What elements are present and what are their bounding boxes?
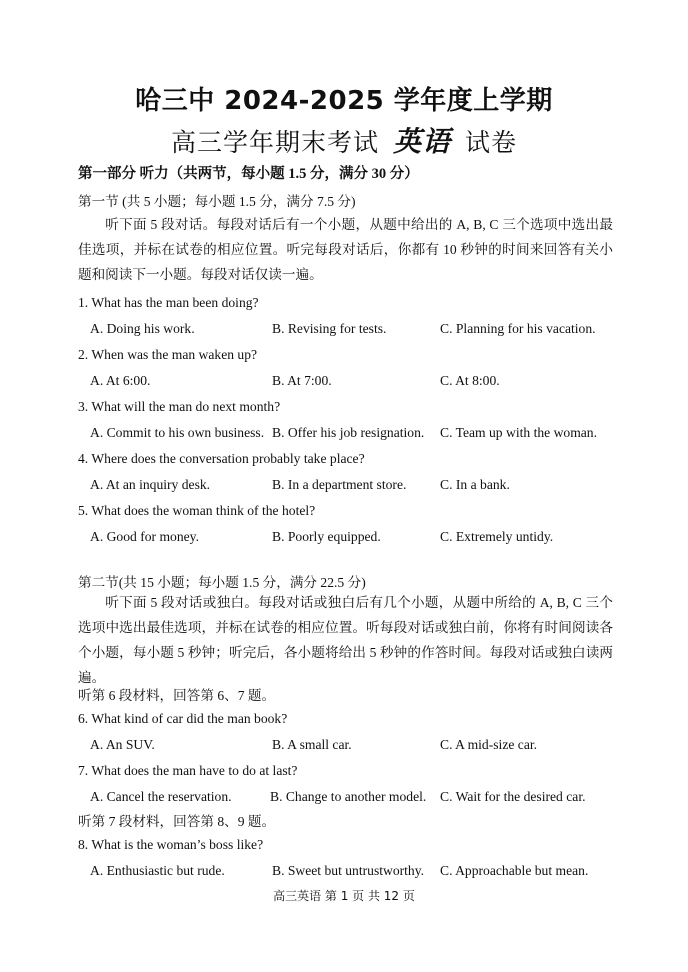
part1-heading: 第一部分 听力（共两节，每小题 1.5 分，满分 30 分）: [78, 166, 419, 182]
question-4: 4. Where does the conversation probably take place?: [78, 451, 365, 466]
question-5: 5. What does the woman think of the hotel?: [78, 503, 316, 518]
section2-instructions: 听下面 5 段对话或独白。每段对话或独白后有几个小题，从题中所给的 A, B, C 三个选项中选出最佳选项，并标在试卷的相应位置。听每段对话或独白前，你将有时间阅读各个小题，每小题 5 秒钟；听完后，各小题将给出 5 秒钟的作答时间。每段对话或独白读两遍。: [78, 595, 613, 685]
q5-option-b: B. Poorly equipped.: [272, 529, 381, 544]
material-7-note: 听第 7 段材料，回答第 8、9 题。: [78, 814, 276, 829]
q6-option-b: B. A small car.: [272, 737, 352, 752]
q1-option-b: B. Revising for tests.: [272, 321, 387, 336]
question-8: 8. What is the woman’s boss like?: [78, 837, 264, 852]
section1-heading: 第一节 (共 5 小题；每小题 1.5 分，满分 7.5 分): [78, 194, 356, 209]
q8-option-a: A. Enthusiastic but rude.: [90, 863, 225, 878]
exam-title: 哈三中 2024-2025 学年度上学期: [135, 86, 553, 116]
q5-option-a: A. Good for money.: [90, 529, 199, 544]
q4-option-c: C. In a bank.: [440, 477, 510, 492]
q8-option-c: C. Approachable but mean.: [440, 863, 589, 878]
question-6: 6. What kind of car did the man book?: [78, 711, 288, 726]
section1-instructions: 听下面 5 段对话。每段对话后有一个小题，从题中给出的 A, B, C 三个选项中选出最佳选项，并标在试卷的相应位置。听完每段对话后，你都有 10 秒钟的时间来回答有关小题和阅读下一小题。每段对话仅读一遍。: [78, 217, 613, 282]
question-7: 7. What does the man have to do at last?: [78, 763, 298, 778]
q1-option-c: C. Planning for his vacation.: [440, 321, 596, 336]
q2-option-b: B. At 7:00.: [272, 373, 332, 388]
q7-option-a: A. Cancel the reservation.: [90, 789, 232, 804]
q7-option-c: C. Wait for the desired car.: [440, 789, 586, 804]
material-6-note: 听第 6 段材料，回答第 6、7 题。: [78, 688, 276, 703]
q8-option-b: B. Sweet but untrustworthy.: [272, 863, 425, 878]
q7-option-b: B. Change to another model.: [270, 789, 427, 804]
q6-option-a: A. An SUV.: [90, 737, 155, 752]
q3-option-c: C. Team up with the woman.: [440, 425, 597, 440]
question-2: 2. When was the man waken up?: [78, 347, 258, 362]
exam-subtitle: [0, 120, 688, 160]
q2-option-a: A. At 6:00.: [90, 373, 151, 388]
subtitle-post: 试卷: [465, 128, 518, 157]
subject-name: 英语: [392, 125, 451, 158]
section2-heading: 第二节(共 15 小题；每小题 1.5 分，满分 22.5 分): [78, 575, 366, 590]
q1-option-a: A. Doing his work.: [90, 321, 195, 336]
question-1: 1. What has the man been doing?: [78, 295, 259, 310]
subtitle-pre: 高三学年期末考试: [170, 128, 379, 157]
q6-option-c: C. A mid-size car.: [440, 737, 538, 752]
q5-option-c: C. Extremely untidy.: [440, 529, 554, 544]
question-3: 3. What will the man do next month?: [78, 399, 281, 414]
q2-option-c: C. At 8:00.: [440, 373, 500, 388]
q4-option-b: B. In a department store.: [272, 477, 407, 492]
q3-option-b: B. Offer his job resignation.: [272, 425, 425, 440]
q4-option-a: A. At an inquiry desk.: [90, 477, 211, 492]
page-footer: 高三英语 第 1 页 共 12 页: [273, 889, 415, 903]
q3-option-a: A. Commit to his own business.: [90, 425, 265, 440]
